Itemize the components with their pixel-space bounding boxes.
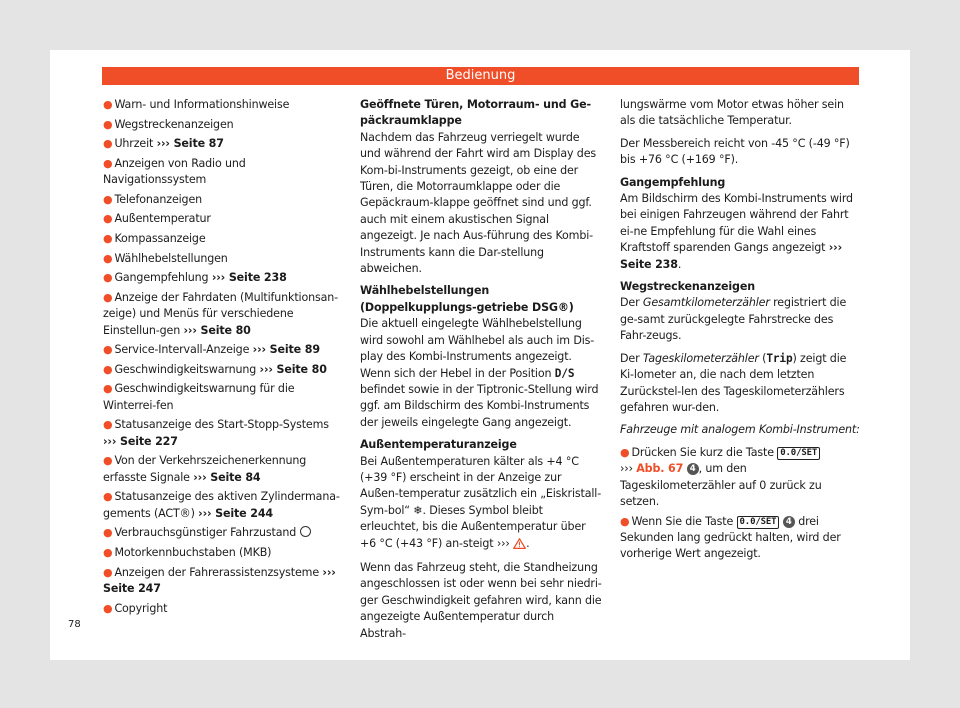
section-heading: Gangempfehlung (620, 175, 726, 189)
section-heading: Wegstreckenanzeigen (620, 280, 755, 294)
list-item: ● Verbrauchsgünstiger Fahrzustand (103, 525, 344, 541)
bullet-icon: ● (103, 192, 113, 206)
bullet-icon: ● (103, 271, 113, 285)
bullet-icon: ● (103, 343, 113, 357)
page-link[interactable]: ››› Seite 247 (103, 565, 336, 595)
page-link[interactable]: ››› Seite 238 (211, 271, 287, 285)
list-item: ● Wegstreckenanzeigen (103, 117, 234, 131)
bullet-icon: ● (103, 382, 113, 396)
paragraph: Nachdem das Fahrzeug verriegelt wurde und während der Fahrt wird am Display des Kom-bi-Instruments gezeigt, ob eine der Türen, die Motorraumklappe oder die Gepäckraum-klappe geöffnet sind und ggf. auch mit einem akustischen Signal angezeigt. Je nach Aus-führung des Kombi-Instruments kann die Dar-stellung abweichen. (360, 130, 596, 276)
section-heading: Geöffnete Türen, Motorraum- und Ge-päckraumklappe (360, 98, 591, 128)
column-left (103, 97, 344, 620)
paragraph: Der Tageskilometerzähler (Trip) zeigt die Ki-lometer an, die nach dem letzten Zurückstel-len des Tageskilometerzählers gefahren wur-den. (620, 351, 847, 414)
column-right (620, 97, 860, 566)
bullet-icon: ● (103, 251, 113, 265)
paragraph: Wenn das Fahrzeug steht, die Standheizung angeschlossen ist oder wenn bei sehr niedri-ger Geschwindigkeit gefahren wird, kann die angezeigte Außentemperatur durch Abstrah- (360, 560, 602, 640)
snowflake-icon: ❄ (413, 503, 423, 517)
bullet-icon: ● (620, 445, 630, 459)
bullet-icon: ● (103, 117, 113, 131)
list-item: ● Telefonanzeigen (103, 192, 203, 206)
bullet-icon: ● (103, 156, 113, 170)
list-item: ● Uhrzeit ››› Seite 87 (103, 137, 224, 151)
page-link[interactable]: ››› Seite 227 (103, 434, 178, 448)
bullet-icon: ● (103, 137, 113, 151)
bullet-icon: ● (103, 601, 113, 615)
section-heading: Wählhebelstellungen (Doppelkupplungs-getriebe DSG®) (360, 284, 574, 314)
bullet-icon: ● (103, 454, 113, 468)
figure-link[interactable]: Abb. 67 (636, 462, 684, 476)
bullet-icon: ● (620, 514, 630, 528)
bullet-icon: ● (103, 545, 113, 559)
manual-page (50, 50, 910, 660)
warning-icon[interactable] (513, 538, 526, 554)
bullet-icon: ● (103, 98, 113, 111)
page-link[interactable]: ››› Seite 80 (259, 362, 327, 376)
page-link[interactable]: ››› Seite 84 (193, 470, 261, 484)
reset-key-icon: 0.0/SET (777, 447, 820, 460)
list-item: ● Anzeigen von Radio und Navigationssystem (103, 156, 246, 187)
paragraph: Fahrzeuge mit analogem Kombi-Instrument: (620, 423, 860, 437)
gear-position-label: D/S (554, 366, 575, 380)
paragraph: Am Bildschirm des Kombi-Instruments wird bei einigen Fahrzeugen während der Fahrt ei-ne Empfehlung für die Wahl eines Kraftstoff sparenden Gangs angezeigt ››› Seite 238. (620, 192, 853, 271)
paragraph: Die aktuell eingelegte Wählhebelstellung wird sowohl am Wählhebel als auch im Dis-play des Kombi-Instruments angezeigt. Wenn sich der Hebel in der Position D/S befindet sowie in der Tiptronic-Stellung wird ggf. am Bildschirm des Kombi-Instruments der jeweils eingelegte Gang angezeigt. (360, 317, 599, 429)
list-item: ● Wenn Sie die Taste 0.0/SET 4 drei Sekunden lang gedrückt halten, wird der vorherige Wert angezeigt. (620, 514, 841, 561)
list-item: ● Geschwindigkeitswarnung ››› Seite 80 (103, 362, 327, 376)
page-number: 78 (68, 619, 81, 630)
section-header: Bedienung (102, 67, 859, 85)
list-item: ● Wählhebelstellungen (103, 251, 228, 265)
trip-key-label: Trip (766, 351, 793, 365)
list-item: ● Statusanzeige des aktiven Zylindermana-gements (ACT®) ››› Seite 244 (103, 490, 340, 520)
page-link[interactable]: ››› Seite 80 (183, 323, 251, 337)
list-item: ● Anzeige der Fahrdaten (Multifunktionsan-zeige) und Menüs für verschiedene Einstellun-gen ››› Seite 80 (103, 290, 338, 337)
list-item: ● Service-Intervall-Anzeige ››› Seite 89 (103, 343, 320, 357)
bullet-icon: ● (103, 231, 113, 245)
page-link[interactable]: ››› Seite 244 (198, 506, 273, 520)
callout-number: 4 (783, 516, 795, 528)
section-heading: Außentemperaturanzeige (360, 438, 517, 452)
callout-number: 4 (687, 463, 699, 475)
page-link[interactable]: ››› Seite 89 (252, 343, 320, 357)
list-item: ● Copyright (103, 601, 168, 615)
bullet-icon: ● (103, 526, 113, 540)
paragraph: Bei Außentemperaturen kälter als +4 °C (+39 °F) erscheint in der Anzeige zur Außen-temperatur zusätzlich ein „Eiskristall-Sym-bol“ ❄. Dieses Symbol bleibt erleuchtet, bis die Außentemperatur über +6 °C (+43 °F) an-steigt ››› . (360, 454, 602, 554)
paragraph: Der Gesamtkilometerzähler registriert die ge-samt zurückgelegte Fahrstrecke des Fahr-zeugs. (620, 296, 847, 343)
list-item: ● Warn- und Informationshinweise (103, 98, 290, 111)
list-item: ● Von der Verkehrszeichenerkennung erfasste Signale ››› Seite 84 (103, 454, 307, 484)
reset-key-icon: 0.0/SET (737, 516, 780, 529)
bullet-icon: ● (103, 362, 113, 376)
list-item: ● Drücken Sie kurz die Taste 0.0/SET ››› Abb. 67 4 , um den Tageskilometerzähler auf 0 zurück zu setzen. (620, 445, 822, 508)
paragraph: lungswärme vom Motor etwas höher sein als die tatsächliche Temperatur. (620, 98, 844, 128)
list-item: ● Geschwindigkeitswarnung für die Winterrei-fen (103, 382, 295, 412)
paragraph: Der Messbereich reicht von -45 °C (-49 °F) bis +76 °C (+169 °F). (620, 136, 850, 167)
bullet-icon: ● (103, 490, 113, 504)
page-link[interactable]: ››› Seite 87 (156, 137, 224, 151)
list-item: ● Statusanzeige des Start-Stopp-Systems ››› Seite 227 (103, 418, 329, 448)
bullet-icon: ● (103, 565, 113, 579)
page-link[interactable]: ››› Seite 238 (620, 241, 843, 271)
list-item: ● Motorkennbuchstaben (MKB) (103, 545, 272, 559)
list-item: ● Kompassanzeige (103, 231, 206, 245)
column-middle (360, 97, 602, 648)
bullet-icon: ● (103, 418, 113, 432)
list-item: ● Gangempfehlung ››› Seite 238 (103, 271, 287, 285)
list-item: ● Außentemperatur (103, 212, 211, 226)
bullet-icon: ● (103, 290, 113, 304)
eco-mode-icon (300, 526, 311, 537)
list-item: ● Anzeigen der Fahrerassistenzsysteme ››› Seite 247 (103, 565, 336, 595)
bullet-icon: ● (103, 212, 113, 226)
